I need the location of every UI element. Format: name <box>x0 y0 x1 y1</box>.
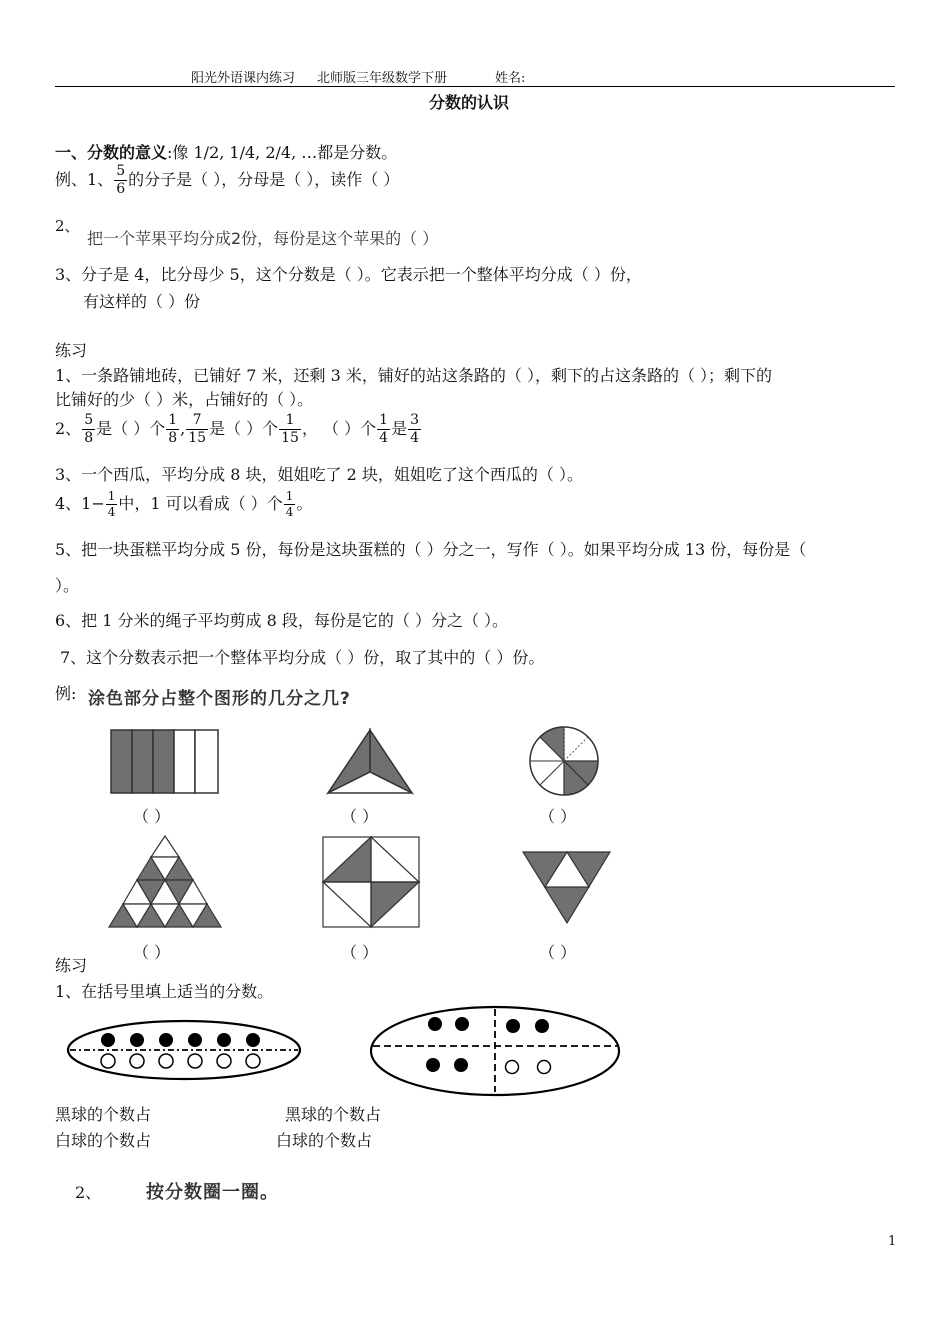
practice1-q3: 3、一个西瓜，平均分成 8 块，姐姐吃了 2 块，姐姐吃了这个西瓜的（ ）。 <box>55 465 583 484</box>
practice1-q1-line1: 1、一条路铺地砖，已铺好 7 米，还剩 3 米，铺好的站这条路的（ ），剩下的占这条路的（ ）；剩下的 <box>55 366 773 385</box>
q4-prefix: 4、1− <box>55 494 105 513</box>
practice1-q1-line2: 比铺好的少（ ）米，占铺好的（ ）。 <box>55 390 314 409</box>
example-3-line1: 3、分子是 4，比分母少 5，这个分数是（ ）。它表示把一个整体平均分成（ ）份， <box>55 265 642 284</box>
fraction-1-4: $\frac{1}{4}$ <box>379 412 389 446</box>
shapes-example-label: 例: <box>55 684 77 703</box>
bar-shape <box>110 729 220 795</box>
balls-ellipse-right <box>369 1004 621 1098</box>
triangle-center-shape <box>327 729 415 795</box>
practice2-q1: 1、在括号里填上适当的分数。 <box>55 982 274 1001</box>
header-rule <box>55 86 895 87</box>
triangle-grid-shape <box>107 834 223 930</box>
blank-4[interactable]: （ ） <box>133 943 171 962</box>
practice1-q5-line2: ）。 <box>55 576 80 595</box>
practice1-q5-line1: 5、把一块蛋糕平均分成 5 份，每份是这块蛋糕的（ ）分之一，写作（ ）。如果平均分成 13 份，每份是（ <box>55 540 807 559</box>
practice1-label: 练习 <box>55 341 88 360</box>
blank-1[interactable]: （ ） <box>133 807 171 826</box>
page-number: 1 <box>888 1234 897 1249</box>
example-2-number: 2、 <box>55 217 80 235</box>
q2-text-3: ， （ ）个 <box>301 419 377 438</box>
practice1-q6: 6、把 1 分米的绳子平均剪成 8 段，每份是它的（ ）分之（ ）。 <box>55 611 509 630</box>
fraction-5-6: $\frac{5}{6}$ <box>116 163 126 197</box>
practice1-q4 <box>55 489 312 520</box>
balls-ellipse-left <box>66 1019 302 1083</box>
fraction-7-15: $\frac{7}{15}$ <box>188 412 207 446</box>
practice1-q7: 7、这个分数表示把一个整体平均分成（ ）份，取了其中的（ ）份。 <box>60 648 545 667</box>
header-school: 阳光外语课内练习 <box>191 71 296 86</box>
square-diagonal-shape <box>322 836 420 928</box>
right-black-label: 黑球的个数占 <box>285 1105 382 1124</box>
example-2-text: 把一个苹果平均分成2份，每份是这个苹果的（ ） <box>87 229 439 248</box>
practice2-q2-text: 按分数圈一圈。 <box>146 1182 279 1203</box>
right-white-label: 白球的个数占 <box>276 1131 373 1150</box>
section1-heading: 一、分数的意义 <box>55 143 168 162</box>
fraction-5-8: $\frac{5}{8}$ <box>84 412 94 446</box>
section1-text: 像 1/2, 1/4, 2/4, …都是分数。 <box>172 143 398 162</box>
q2-prefix: 2、 <box>55 419 82 438</box>
practice2-label: 练习 <box>55 956 88 975</box>
section1-heading-line <box>55 140 397 163</box>
fraction-1-8: $\frac{1}{8}$ <box>168 412 178 446</box>
fraction-1-4-b: $\frac{1}{4}$ <box>285 489 294 519</box>
example-3-line2: 有这样的（ ）份 <box>83 292 201 311</box>
blank-6[interactable]: （ ） <box>539 943 577 962</box>
q2-text-2: 是（ ）个 <box>209 419 279 438</box>
practice2-q2-number: 2、 <box>75 1183 102 1202</box>
blank-2[interactable]: （ ） <box>341 807 379 826</box>
inverted-triangle-shape <box>522 851 612 925</box>
practice1-q2 <box>55 412 422 447</box>
blank-5[interactable]: （ ） <box>341 943 379 962</box>
fraction-1-15: $\frac{1}{15}$ <box>281 412 299 446</box>
page-title: 分数的认识 <box>429 93 510 112</box>
header-edition: 北师版三年级数学下册 <box>317 71 448 86</box>
example-1-prefix: 例、1、 <box>55 170 114 189</box>
q4-text-1: 中，1 可以看成（ ）个 <box>118 494 283 513</box>
q2-text-1: 是（ ）个 <box>96 419 166 438</box>
left-white-label: 白球的个数占 <box>55 1131 152 1150</box>
fraction-1-4-a: $\frac{1}{4}$ <box>107 489 116 519</box>
q2-separator: , <box>180 419 186 438</box>
fraction-3-4: $\frac{3}{4}$ <box>410 412 420 446</box>
shapes-question: 涂色部分占整个图形的几分之几? <box>88 689 351 709</box>
example-1-text: 的分子是（ ），分母是（ ），读作（ ） <box>128 170 400 189</box>
section1-colon: : <box>167 143 173 162</box>
circle-sectors-shape <box>526 725 602 797</box>
example-1 <box>55 163 399 198</box>
header-name-label: 姓名: <box>495 71 526 86</box>
blank-3[interactable]: （ ） <box>539 807 577 826</box>
left-black-label: 黑球的个数占 <box>55 1105 152 1124</box>
q4-text-2: 。 <box>296 494 313 513</box>
q2-text-4: 是 <box>391 419 408 438</box>
